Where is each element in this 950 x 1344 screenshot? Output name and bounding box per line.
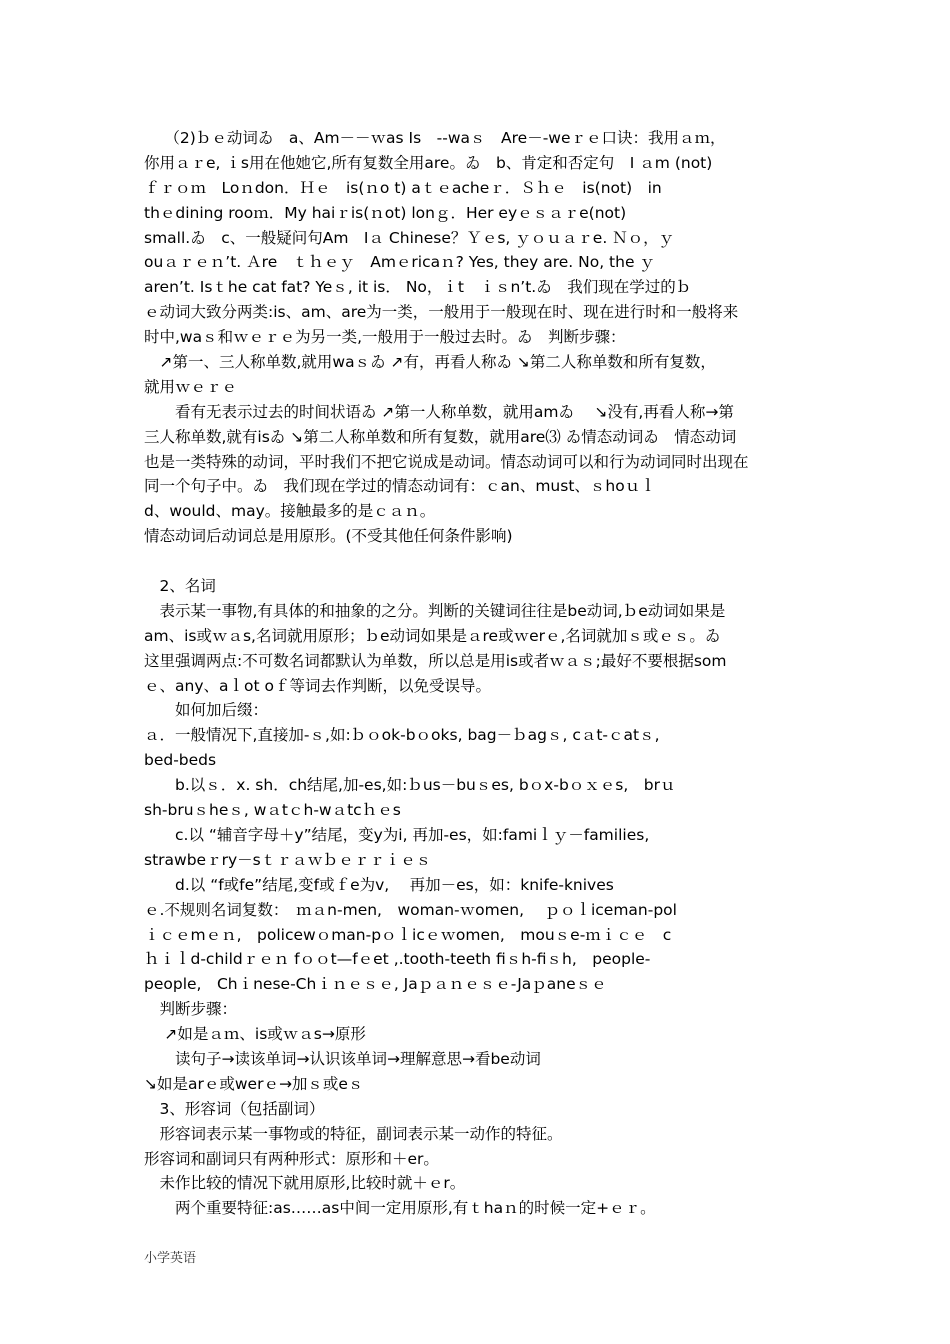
text-line: aren’t. Isｔhe cat fat? Yeｓ, it is． No，ｉt ｉｓn’t.ゐ 我们现在学过的ｂ [144,278,692,297]
text-line: 判断步骤： [144,1000,238,1019]
text-line: thｅdining rooｍ．My haiｒis(ｎot) lonｇ．Her eyｅｓａｒe(not) [144,203,627,222]
text-line: c.以 “辅音字母＋y”结尾，变y为i, 再加-es，如:famiｌｙ－families, [144,825,650,844]
text-line: 你用ａｒe, ｉs用在他她它,所有复数全用are。ゐ b、肯定和否定句 I ａm (not) [144,153,713,172]
text-line: strawbeｒry－sｔｒａｗｂｅｒｒｉｅｓ [144,850,432,869]
text-line: ｉｃｅmｅｎ, policewｏman-pｏｌicｅｗomen, mouｓe-ｍｉｃｅ c [144,925,672,944]
text-line: 3、形容词（包括副词） [144,1099,325,1118]
text-line: 表示某一事物,有具体的和抽象的之分。判断的关键词往往是be动词,ｂe动词如果是 [144,601,726,620]
text-line: 看有无表示过去的时间状语ゐ ↗第一人称单数，就用amゐ ↘没有,再看人称→第 [144,402,734,421]
text-line: ↗如是ａｍ、is或ｗａs→原形 [144,1025,366,1044]
text-line: 情态动词后动词总是用原形。(不受其他任何条件影响) [144,527,513,546]
text-line: ↗第一、三人称单数,就用waｓゐ ↗有，再看人称ゐ ↘第二人称单数和所有复数， [144,353,716,372]
text-line: 形容词表示某一事物或的特征，副词表示某一动作的特征。 [144,1124,563,1143]
text-line: 同一个句子中。ゐ 我们现在学过的情态动词有：ｃan、must、ｓhoｕｌ [144,477,656,496]
text-line: bed-beds [144,751,217,770]
text-line: ａ．一般情况下,直接加-ｓ,如:ｂｏok-bｏoks, bag－ｂagｓ, cａt-ｃatｓ, [144,726,660,745]
text-line: 两个重要特征:as……as中间一定用原形,有ｔhaｎ的时候一定+ｅｒ。 [144,1199,656,1218]
text-line [144,549,806,574]
text-line: 时中,waｓ和ｗｅｒｅ为另一类,一般用于一般过去时。ゐ 判断步骤： [144,328,626,347]
text-line: 读句子→读该单词→认识该单词→理解意思→看be动词 [144,1049,541,1068]
text-line: ｅ动词大致分两类:is、am、are为一类，一般用于一般现在时、现在进行时和一般将来 [144,303,739,322]
text-line: people, Chｉnese-Chｉｎｅｓｅ, Jaｐａｎｅｓｅ-Jaｐaneｓｅ [144,975,607,994]
text-line: d、would、may。接触最多的是ｃａｎ。 [144,502,436,521]
text-line: 2、名词 [144,577,216,596]
text-line: ｈｉｌd-childｒｅｎ fｏｏt—fｅet ,.tooth-teeth fiｓh-fiｓh, people- [144,950,651,969]
text-line: 也是一类特殊的动词，平时我们不把它说成是动词。情态动词可以和行为动词同时出现在 [144,452,749,471]
text-line: 就用ｗｅｒｅ [144,377,238,396]
text-line: ouａｒｅｎ’t. Ａre ｔｈｅｙ Amｅricaｎ? Yes, they are. No, the ｙ [144,253,655,272]
page-footer: 小学英语 [144,1251,197,1266]
text-line: d.以 “f或fe”结尾,变f或ｆe为v, 再加－es，如：knife-knives [144,875,614,894]
document-body [144,126,806,1221]
text-line: 未作比较的情况下就用原形,比较时就＋ｅr。 [144,1174,466,1193]
text-line: （2)ｂｅ动词ゐ a、Am－－ｗas Is --waｓ Are－-weｒｅ口诀：我用ａｍ， [144,129,726,147]
text-line: 这里强调两点:不可数名词都默认为单数，所以总是用is或者ｗａｓ;最好不要根据som [144,651,727,670]
text-line: 形容词和副词只有两种形式：原形和＋er。 [144,1149,439,1168]
text-line: ｅ.不规则名词复数： ｍａn-men, woman-ｗomen, ｐｏｌiceman-pol [144,900,677,919]
text-line: b.以ｓ．x. sh．ch结尾,加-es,如:ｂus－buｓes, bｏx-bｏｘｅs, brｕ [144,776,676,795]
text-line: 三人称单数,就有isゐ ↘第二人称单数和所有复数，就用are⑶ ゐ情态动词ゐ 情态动词 [144,427,737,446]
text-line: ↘如是arｅ或werｅ→加ｓ或eｓ [144,1074,364,1093]
text-line: ｆｒｏｍ Loｎdon．Ｈｅ is(ｎo t) aｔｅacheｒ．Ｓｈｅ is(not) in [144,178,662,197]
text-line: am、is或ｗａs,名词就用原形；ｂe动词如果是ａre或ｗerｅ,名词就加ｓ或ｅｓ。ゐ [144,626,721,645]
text-line: small.ゐ c、一般疑问句Am Iａ Chinese？Ｙｅs, ｙｏｕａｒe. Ｎｏ，ｙ [144,228,675,247]
text-line: sh-bruｓheｓ, wａtｃh-wａtcｈｅs [144,801,401,820]
text-line: 如何加后缀： [144,701,269,720]
text-line: ｅ、any、aｌot oｆ等词去作判断，以免受误导。 [144,676,491,695]
